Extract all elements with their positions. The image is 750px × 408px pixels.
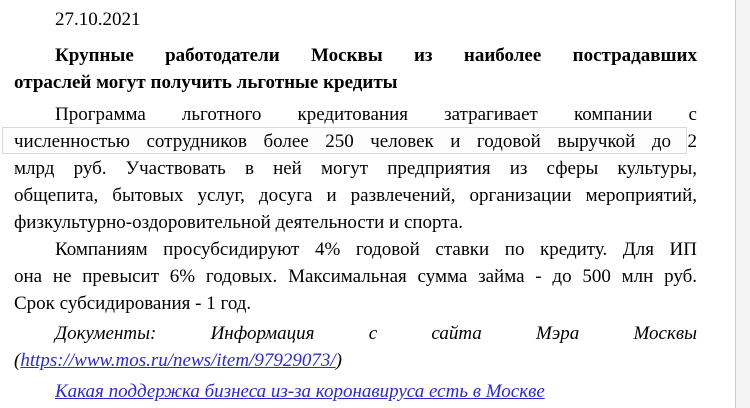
body-line-text: численностью сотрудников более 250 человек и годовой выручкой до 2 bbox=[14, 131, 697, 152]
body-line: физкультурно-оздоровительной деятельности и спорта. bbox=[14, 212, 464, 233]
paragraph-subsidy bbox=[14, 236, 697, 317]
body-line: млрд руб. Участвовать в ней могут предприятия из сферы культуры, bbox=[14, 158, 697, 179]
related-article bbox=[14, 378, 697, 405]
body-line: Срок субсидирования - 1 год. bbox=[14, 293, 252, 314]
body-line: она не превысит 6% годовых. Максимальная сумма займа - до 500 млн руб. bbox=[14, 266, 697, 287]
documents-intro-line: Документы: Информация с сайта Мэра Москвы bbox=[55, 323, 697, 344]
article-title-line-1: Крупные работодатели Москвы из наиболее пострадавших bbox=[55, 45, 697, 66]
open-paren-text: ( bbox=[14, 350, 21, 371]
body-line: Программа льготного кредитования затрагивает компании с bbox=[55, 104, 697, 125]
documents-reference bbox=[14, 320, 697, 374]
document-page bbox=[14, 6, 697, 405]
body-line: Компаниям просубсидируют 4% годовой ставки по кредиту. Для ИП bbox=[55, 239, 697, 260]
date-text: 27.10.2021 bbox=[55, 9, 141, 30]
page-edge-gutter bbox=[735, 0, 750, 408]
article-title bbox=[14, 42, 697, 96]
documents-url-line bbox=[14, 347, 697, 374]
related-article-link[interactable]: Какая поддержка бизнеса из-за коронавируса есть в Москве bbox=[55, 381, 545, 402]
close-paren-text: ) bbox=[335, 350, 342, 371]
body-line: общепита, бытовых услуг, досуга и развлечений, организации мероприятий, bbox=[14, 185, 697, 206]
source-url-link[interactable]: https://www.mos.ru/news/item/97929073/ bbox=[20, 350, 336, 371]
body-line-highlighted bbox=[14, 128, 697, 155]
article-title-line-2: отраслей могут получить льготные кредиты bbox=[14, 72, 398, 93]
paragraph-program bbox=[14, 101, 697, 236]
